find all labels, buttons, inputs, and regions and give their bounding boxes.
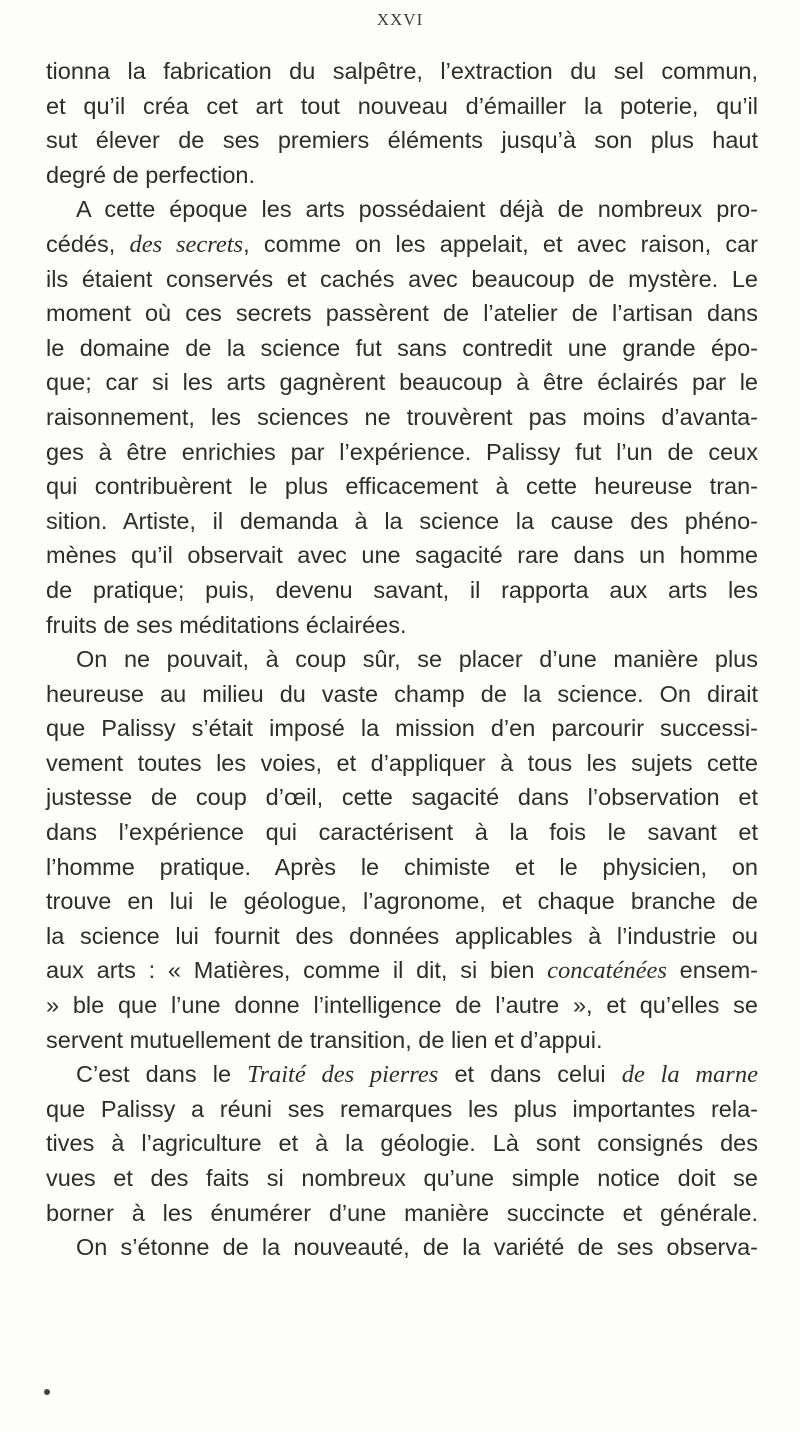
text-run: On s’étonne de la nouveauté, de la variété de ses observa- — [76, 1234, 758, 1261]
text-run: justesse de coup d’œil, cette sagacité dans l’observation et — [46, 784, 758, 811]
italic-phrase: de la marne — [621, 1061, 758, 1089]
text-line — [46, 608, 758, 643]
text-run: dans l’expérience qui caractérisent à la fois le savant et — [46, 819, 758, 846]
text-line — [46, 400, 758, 435]
text-line — [46, 227, 758, 262]
text-run: sition. Artiste, il demanda à la science la cause des phéno- — [46, 507, 758, 534]
text-run: qui contribuèrent le plus efficacement à cette heureuse tran- — [46, 473, 758, 500]
text-line — [46, 469, 758, 504]
text-run: vues et des faits si nombreux qu’une simple notice doit se — [46, 1165, 758, 1191]
text-run: que Palissy s’était imposé la mission d’en parcourir successi- — [46, 715, 758, 742]
text-line — [46, 919, 758, 954]
text-line — [46, 746, 758, 781]
text-run: A cette époque les arts possédaient déjà de nombreux pro- — [76, 196, 758, 223]
text-line — [46, 1196, 758, 1231]
text-line — [46, 192, 758, 227]
text-line — [46, 1161, 758, 1196]
text-line — [46, 54, 758, 89]
text-line — [46, 435, 758, 470]
text-run: fruits de ses méditations éclairées. — [46, 611, 407, 638]
text-line — [46, 262, 758, 297]
text-run: que; car si les arts gagnèrent beaucoup à être éclairés par le — [46, 369, 758, 396]
text-run: la science lui fournit des données applicables à l’industrie ou — [46, 922, 758, 949]
text-run: raisonnement, les sciences ne trouvèrent pas moins d’avanta- — [46, 403, 758, 430]
text-line — [46, 677, 758, 712]
text-run: tives à l’agriculture et à la géologie. Là sont consignés des — [46, 1130, 758, 1157]
text-line — [46, 988, 758, 1023]
text-line — [46, 642, 758, 677]
text-line — [46, 1126, 758, 1161]
text-run: cédés, — [46, 230, 130, 257]
text-run: que Palissy a réuni ses remarques les plus importantes rela- — [46, 1095, 758, 1122]
text-line — [46, 780, 758, 815]
italic-phrase: concaténées — [547, 957, 667, 985]
text-line — [46, 884, 758, 919]
text-run: servent mutuellement de transition, de lien et d’appui. — [46, 1026, 603, 1053]
text-line — [46, 538, 758, 573]
text-run: moment où ces secrets passèrent de l’atelier de l’artisan dans — [46, 300, 758, 327]
text-run: ensem- — [666, 957, 758, 984]
text-run: mènes qu’il observait avec une sagacité rare dans un homme — [46, 542, 758, 569]
text-run: trouve en lui le géologue, l’agronome, et chaque branche de — [46, 888, 758, 915]
text-line — [46, 711, 758, 746]
text-line — [46, 296, 758, 331]
text-line — [46, 815, 758, 850]
text-run: On ne pouvait, à coup sûr, se placer d’une manière plus — [76, 646, 758, 673]
text-line — [46, 953, 758, 988]
text-run: le domaine de la science fut sans contredit une grande épo- — [46, 334, 758, 361]
italic-phrase: des secrets — [129, 230, 244, 258]
page-number: XXVI — [376, 10, 424, 29]
text-run: C’est dans le — [76, 1061, 248, 1088]
text-run: , comme on les appelait, et avec raison, car — [243, 230, 758, 257]
text-line — [46, 1230, 758, 1265]
text-run: et dans celui — [438, 1061, 622, 1088]
text-line — [46, 89, 758, 124]
ink-speck — [44, 1389, 50, 1395]
body-text — [46, 54, 758, 1265]
text-run: tionna la fabrication du salpêtre, l’extraction du sel commun, — [46, 58, 758, 84]
text-run: ges à être enrichies par l’expérience. Palissy fut l’un de ceux — [46, 438, 758, 465]
text-line — [46, 850, 758, 885]
text-line — [46, 573, 758, 608]
text-run: ils étaient conservés et cachés avec beaucoup de mystère. Le — [46, 265, 758, 292]
italic-phrase: Traité des pierres — [247, 1061, 439, 1089]
text-line — [46, 158, 758, 193]
text-run: degré de perfection. — [46, 161, 256, 188]
text-run: vement toutes les voies, et d’appliquer à tous les sujets cette — [46, 749, 758, 776]
text-run: » ble que l’une donne l’intelligence de l’autre », et qu’elles se — [46, 992, 758, 1019]
text-line — [46, 123, 758, 158]
text-run: heureuse au milieu du vaste champ de la science. On dirait — [46, 680, 758, 707]
text-line — [46, 1023, 758, 1058]
text-run: aux arts : « Matières, comme il dit, si bien — [46, 957, 548, 984]
text-line — [46, 1092, 758, 1127]
text-run: de pratique; puis, devenu savant, il rapporta aux arts les — [46, 576, 758, 603]
text-line — [46, 331, 758, 366]
text-line — [46, 504, 758, 539]
text-run: borner à les énumérer d’une manière succincte et générale. — [46, 1199, 758, 1226]
text-run: et qu’il créa cet art tout nouveau d’émailler la poterie, qu’il — [46, 92, 758, 119]
text-line — [46, 1057, 758, 1092]
text-run: sut élever de ses premiers éléments jusqu’à son plus haut — [46, 127, 758, 154]
text-run: l’homme pratique. Après le chimiste et le physicien, on — [46, 853, 758, 880]
text-line — [46, 365, 758, 400]
